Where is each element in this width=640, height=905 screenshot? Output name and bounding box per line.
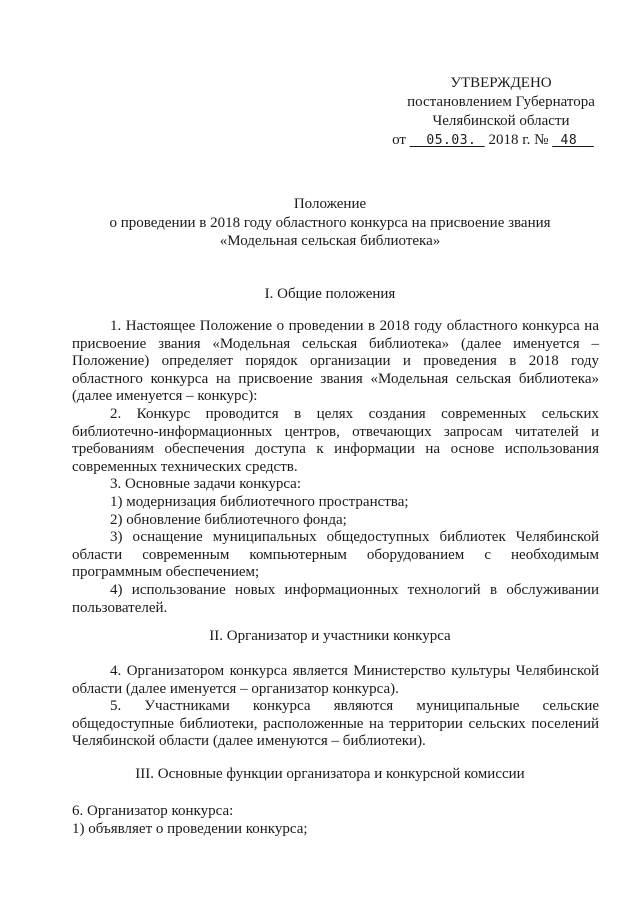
approval-stamp bbox=[392, 74, 606, 150]
paragraph-6: 6. Организатор конкурса: bbox=[72, 803, 234, 819]
approval-heading: УТВЕРЖДЕНО bbox=[450, 75, 552, 91]
approval-basis: постановлением Губернатора bbox=[407, 94, 595, 110]
section-2-body bbox=[72, 663, 599, 751]
task-item-1: 1) модернизация библиотечного пространства; bbox=[110, 493, 409, 510]
section-heading-3: III. Основные функции организатора и конкурсной комиссии bbox=[135, 766, 525, 782]
title-line-3: «Модельная сельская библиотека» bbox=[219, 233, 441, 249]
section-3-body bbox=[72, 803, 599, 838]
task-item-2: 2) обновление библиотечного фонда; bbox=[110, 511, 347, 528]
paragraph-2: 2. Конкурс проводится в целях создания современных сельских библиотечно-информационных центров, отвечающих запросам читателей и требованиям обеспечения доступа к информации на основе использования современных технических средств. bbox=[72, 405, 599, 475]
year-and-number-label: 2018 г. № bbox=[488, 132, 549, 148]
document-title bbox=[60, 195, 600, 251]
function-item-1: 1) объявляет о проведении конкурса; bbox=[72, 820, 308, 837]
date-prefix: от bbox=[392, 132, 406, 148]
section-heading-2: II. Организатор и участники конкурса bbox=[209, 628, 451, 644]
task-item-4: 4) использование новых информационных технологий в обслуживании пользователей. bbox=[72, 581, 599, 616]
approval-date-line bbox=[388, 131, 598, 150]
handwritten-date: 05.03. bbox=[426, 133, 477, 148]
title-line-2: о проведении в 2018 году областного конкурса на присвоение звания bbox=[109, 214, 551, 231]
paragraph-1: 1. Настоящее Положение о проведении в 2018 году областного конкурса на присвоение звания «Модельная сельская библиотека» (далее именуется – Положение) определяет порядок организации и проведения в 2018 году областного конкурса на присвоение звания «Модельная сельская библиотека» (далее именуется – конкурс): bbox=[72, 318, 599, 405]
paragraph-4: 4. Организатором конкурса является Министерство культуры Челябинской области (далее именуется – организатор конкурса). bbox=[72, 663, 599, 697]
paragraph-5: 5. Участниками конкурса являются муниципальные сельские общедоступные библиотеки, расположенные на территории сельских поселений Челябинской области (далее именуются – библиотеки). bbox=[72, 698, 599, 750]
title-line-1: Положение bbox=[293, 196, 367, 212]
section-heading-1: I. Общие положения bbox=[264, 286, 396, 302]
task-item-3: 3) оснащение муниципальных общедоступных библиотек Челябинской области современным компьютерным оборудованием с необходимым программным обеспечением; bbox=[72, 529, 599, 581]
approval-region: Челябинской области bbox=[432, 113, 570, 129]
paragraph-3: 3. Основные задачи конкурса: bbox=[110, 476, 302, 493]
section-1-body bbox=[72, 318, 599, 617]
handwritten-number: 48 bbox=[560, 133, 578, 148]
